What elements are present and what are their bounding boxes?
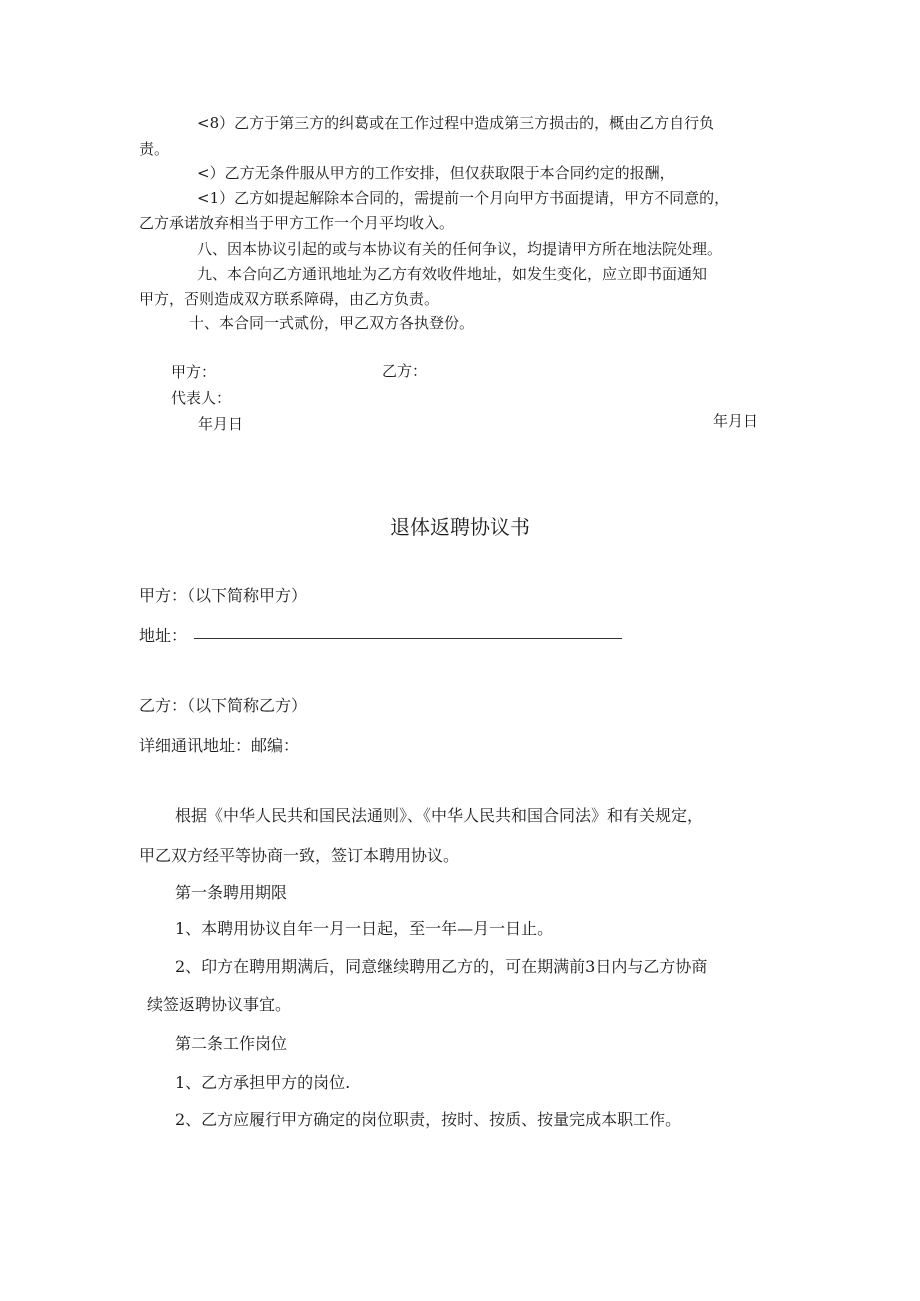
intro-line-2: 甲乙双方经平等协商一致，签订本聘用协议。 (139, 846, 460, 865)
article-1-item-1: 1、本聘用协议自年一月一日起，至一年—月一日止。 (175, 919, 554, 938)
clause-8-line-2: 责。 (139, 140, 170, 158)
clause-10-line-1: <1）乙方如提起解除本合同的，需提前一个月向甲方书面提请，甲方不同意的， (197, 189, 730, 207)
article-nine-line-1: 九、本合向乙方通讯地址为乙方有效收件地址，如发生变化，应立即书面通知 (197, 265, 708, 283)
signature-date-b: 年月日 (713, 412, 759, 430)
signature-party-a: 甲方： (171, 363, 217, 381)
clause-10-line-2: 乙方承诺放弃相当于甲方工作一个月平均收入。 (139, 214, 455, 232)
clause-9: <）乙方无条件服从甲方的工作安排，但仅获取限于本合同约定的报酬， (197, 164, 675, 182)
party-b-line: 乙方：（以下简称乙方） (139, 696, 308, 715)
article-eight: 八、因本协议引起的或与本协议有关的任何争议，均提请甲方所在地法院处理。 (197, 240, 723, 258)
signature-representative: 代表人： (171, 389, 232, 407)
detail-address-line: 详细通讯地址：邮编： (139, 736, 300, 755)
document-title: 退体返聘协议书 (390, 515, 530, 539)
signature-party-b: 乙方： (382, 362, 428, 380)
article-2-item-2: 2、乙方应履行甲方确定的岗位职责，按时、按质、按量完成本职工作。 (175, 1110, 682, 1129)
address-underline (194, 638, 622, 639)
signature-date-a: 年月日 (198, 415, 244, 433)
address-label: 地址： (139, 626, 188, 645)
clause-8-line-1: <8）乙方于第三方的纠葛或在工作过程中造成第三方损击的，概由乙方自行负 (197, 114, 715, 132)
intro-line-1: 根据《中华人民共和国民法通则》、《中华人民共和国合同法》和有关规定， (175, 806, 704, 825)
article-1-item-2-line-2: 续签返聘协议事宜。 (147, 995, 292, 1014)
party-a-line: 甲方：（以下简称甲方） (139, 586, 308, 605)
article-2-item-1: 1、乙方承担甲方的岗位. (175, 1073, 351, 1092)
article-1-item-2-line-1: 2、印方在聘用期满后，同意继续聘用乙方的，可在期满前3日内与乙方协商 (175, 957, 708, 976)
article-2-heading: 第二条工作岗位 (175, 1034, 288, 1053)
article-1-heading: 第一条聘用期限 (175, 883, 288, 902)
article-nine-line-2: 甲方，否则造成双方联系障碍，由乙方负责。 (139, 290, 440, 308)
article-ten: 十、本合同一式贰份，甲乙双方各执登份。 (189, 314, 475, 332)
